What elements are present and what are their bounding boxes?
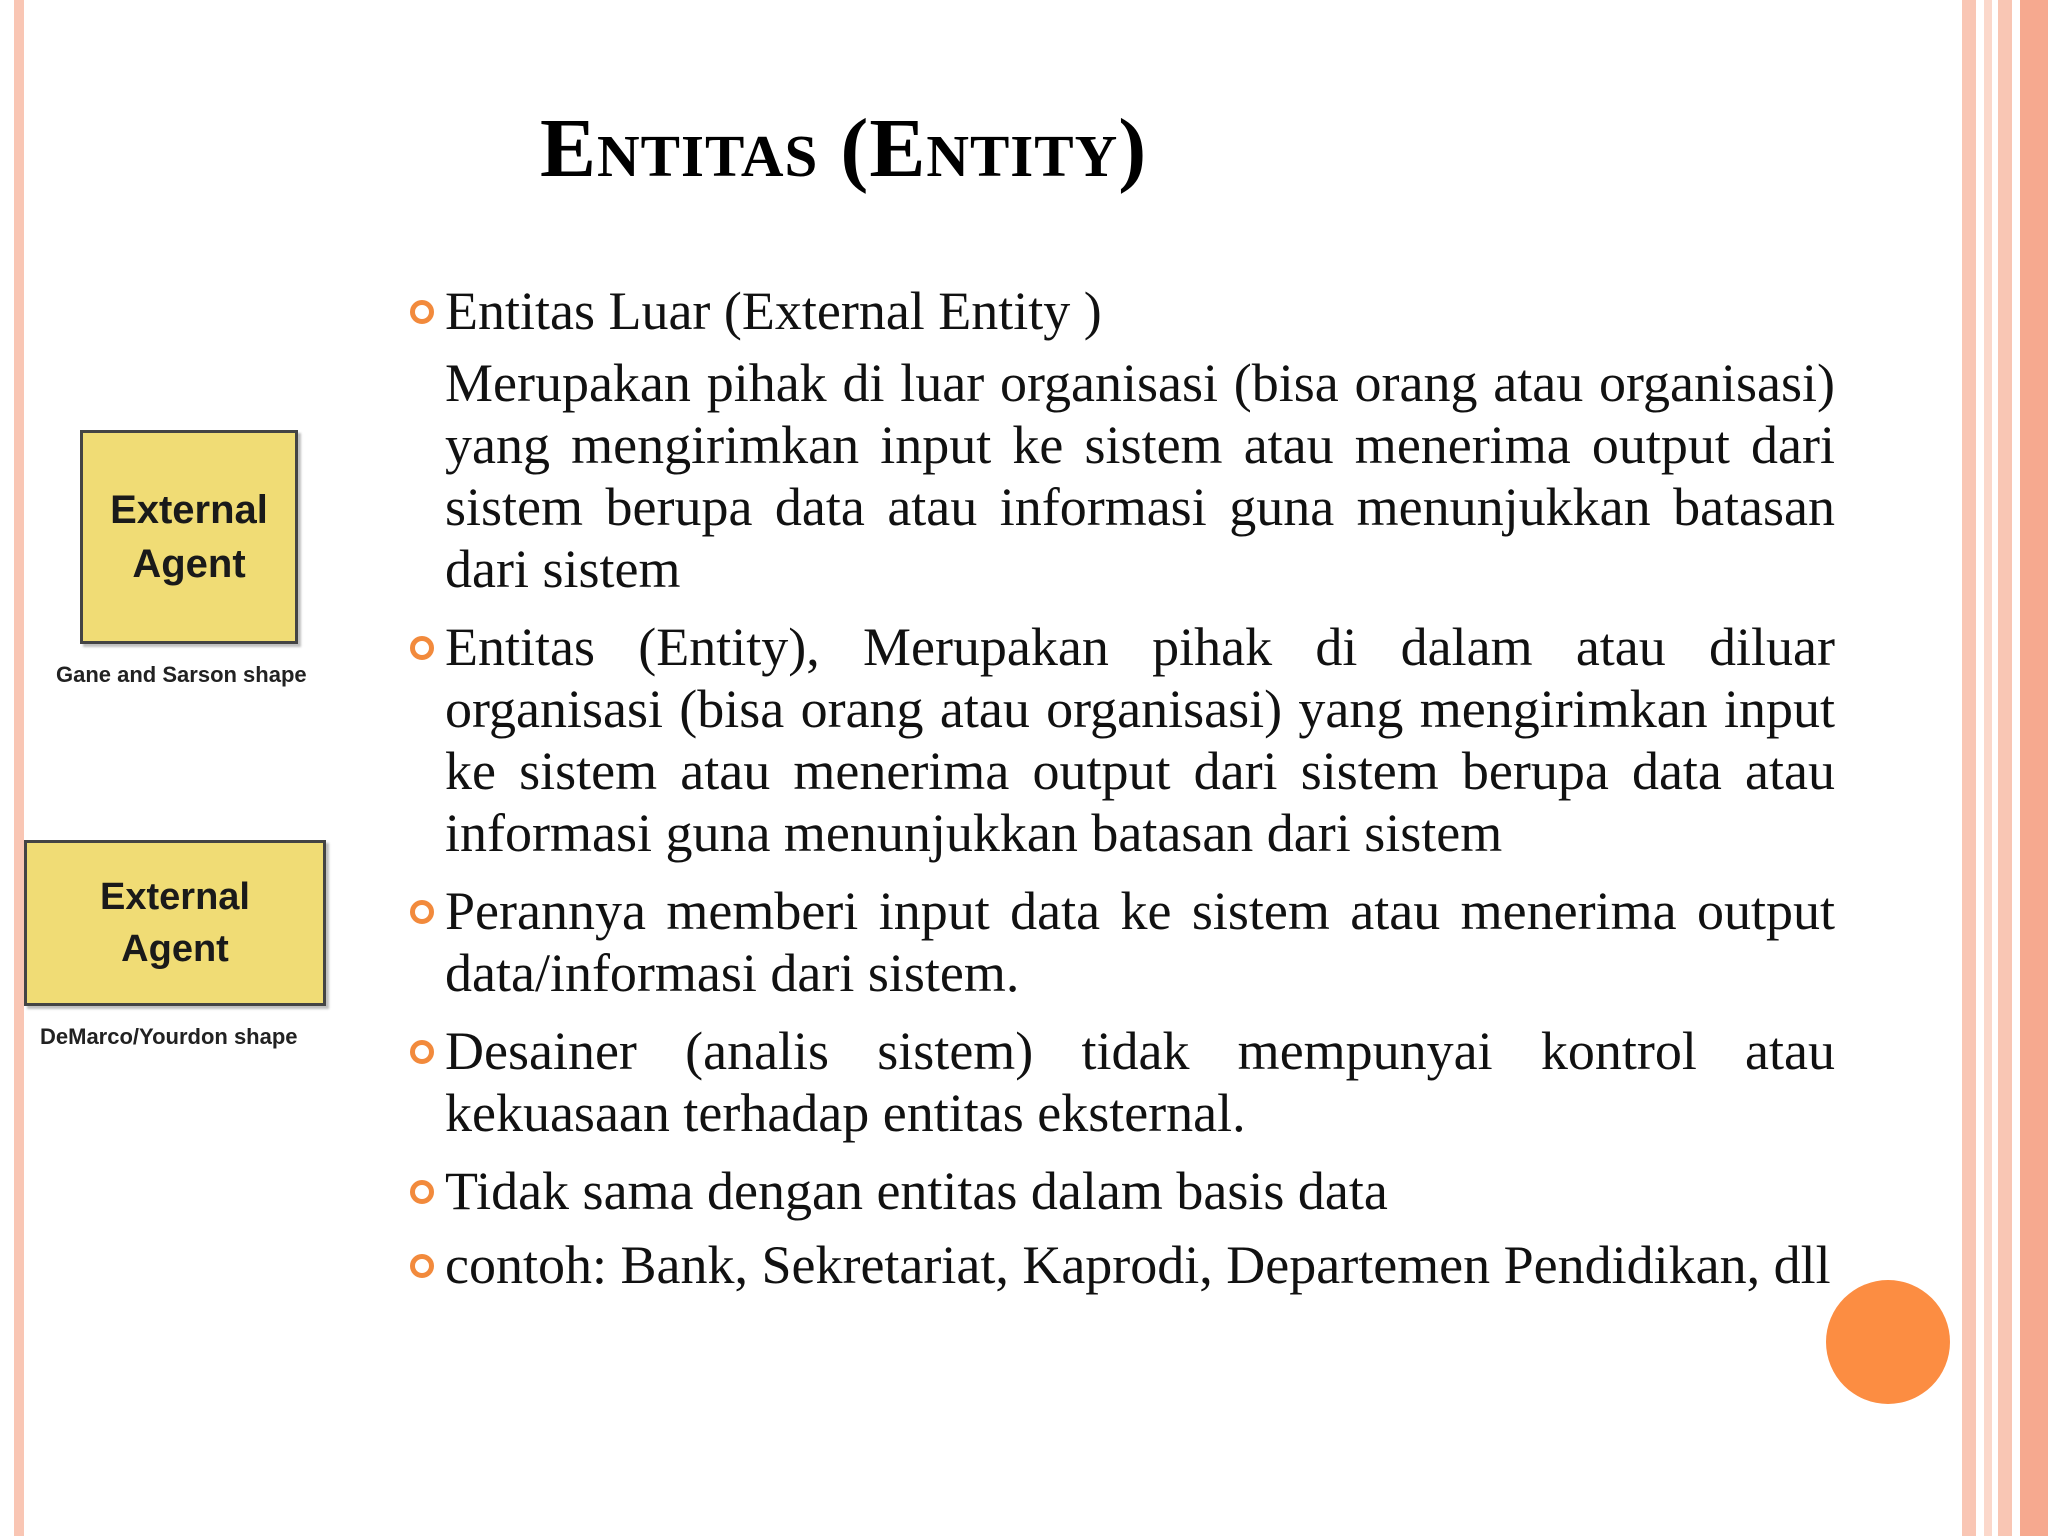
bullet-circle-icon [410, 900, 434, 924]
bullet-text: Tidak sama dengan entitas dalam basis data [445, 1161, 1388, 1221]
bullet-text: contoh: Bank, Sekretariat, Kaprodi, Departemen Pendidikan, dll [445, 1235, 1831, 1295]
figure-caption: DeMarco/Yourdon shape [40, 1024, 298, 1049]
demarco-yourdon-figure [24, 840, 334, 1050]
right-border-stripe [2020, 0, 2048, 1536]
bullet-text: Entitas (Entity), Merupakan pihak di dalam atau diluar organisasi (bisa orang atau organisasi) yang mengirimkan input ke sistem atau menerima output dari sistem berupa data atau informasi guna menunjukkan batasan dari sistem [445, 617, 1835, 863]
slide-title: Entitas (Entity) [540, 102, 1148, 195]
agent-box-line: Agent [132, 542, 246, 586]
bullet-circle-icon [410, 636, 434, 660]
list-item [405, 616, 1835, 864]
external-agent-box [24, 840, 326, 1006]
bullet-text: Entitas Luar (External Entity ) [445, 281, 1102, 341]
agent-box-line: External [110, 488, 268, 532]
right-border-stripe [1962, 0, 1976, 1536]
bullet-circle-icon [410, 1254, 434, 1278]
list-item [405, 1020, 1835, 1144]
decorative-circle [1826, 1280, 1950, 1404]
list-item [405, 1160, 1835, 1222]
external-agent-box [80, 430, 298, 644]
bullet-detail: Merupakan pihak di luar organisasi (bisa orang atau organisasi) yang mengirimkan input ke sistem atau menerima output dari sistem berupa data atau informasi guna menunjukkan batasan dari sistem [445, 353, 1835, 599]
list-item [405, 1234, 1835, 1296]
list-item [405, 880, 1835, 1004]
gane-sarson-figure [56, 430, 310, 688]
bullet-list [405, 280, 1835, 1312]
bullet-text: Perannya memberi input data ke sistem atau menerima output data/informasi dari sistem. [445, 881, 1835, 1003]
agent-box-line: Agent [121, 928, 229, 970]
figure-caption: Gane and Sarson shape [56, 662, 307, 687]
bullet-circle-icon [410, 1040, 434, 1064]
right-border-stripe [1998, 0, 2012, 1536]
bullet-circle-icon [410, 300, 434, 324]
right-border-decoration [1958, 0, 2048, 1536]
list-item [405, 280, 1835, 600]
right-border-stripe [1984, 0, 1992, 1536]
left-border-stripe [14, 0, 24, 1536]
left-border-decoration [0, 0, 26, 1536]
agent-box-line: External [100, 876, 250, 918]
bullet-text: Desainer (analis sistem) tidak mempunyai kontrol atau kekuasaan terhadap entitas eksternal. [445, 1021, 1835, 1143]
bullet-circle-icon [410, 1180, 434, 1204]
